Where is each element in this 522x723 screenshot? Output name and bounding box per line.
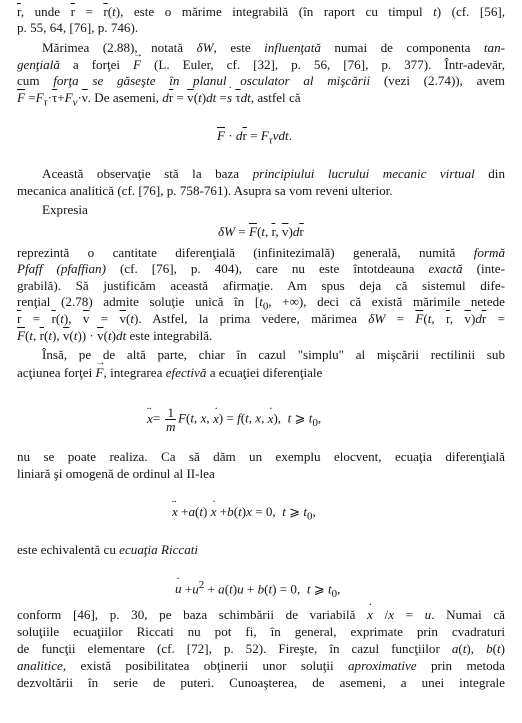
text-line-23: de funcţii elementare (cf. [72], p. 52). Fireşte, în cazul funcţiilor a(t), b(t) (17, 641, 505, 656)
equation-linear-second-order: ¨ x +a(t) ˙ x +b(t)x = 0, t ⩾ $t_0$, (172, 504, 316, 525)
text-line-4: genţială a forţei → F (L. Euler, cf. [32], p. 56, [76], p. 377). Într-adevăr, (17, 57, 505, 73)
text-line-3: Mărimea (2.88), notată δW, este influenţată numai de componenta tan- (42, 40, 505, 55)
text-line-7: Această observaţie stă la baza principiului lucrului mecanic virtual din (42, 166, 505, 181)
text-line-6: $\overline{F} =F_\tau\cdot\overline{\tau}+F_\nu\cdot\overline{\nu}$. De asemeni, $d\overline{r} = \overline{v}(t)dt$ =˙ s $\overline{\tau}dt$, astfel că (17, 90, 301, 111)
text-line-14: $\overline{r} = \overline{r}(t)$, $\overline{v} = \overline{v}(t)$. Astfel, la prima vedere, mărimea $\delta W = \overline{F}(t$, $\overline{r}$, $\overline{v})d\overline{r}$ = (17, 311, 505, 326)
equation-work-product: $\overline{F} \cdot d\overline{r} = F_\tau vdt$. (217, 128, 292, 147)
text-line-5: cum forţa se găseşte în planul osculator al mişcării (vezi (2.74)), avem (17, 73, 505, 88)
text-line-10: reprezintă o cantitate diferenţială (infinitezimală) generală, numită formă (17, 245, 505, 260)
equation-riccati: ˙ $u +u^2 + a(t)u + b(t) = 0$, t ⩾ $t_0$, (175, 577, 340, 602)
text-line-12: grabilă). Să justificăm această afirmaţie. Am spus deja că sistemul dife- (17, 278, 505, 293)
text-line-9: Expresia (42, 202, 88, 217)
fraction-one-over-m: $\frac{1}{m}$ (166, 405, 176, 434)
text-line-24: analitice, există posibilitatea obţinerii unor soluţii aproximative prin metoda (17, 658, 505, 673)
text-line-1: $\overline{r}$, unde $\overline{r} = \overline{r}(t)$, este o mărime integrabilă (în raport cu timpul t) (cf. [56], (17, 4, 506, 19)
text-line-22: soluţiile ecuaţiilor Riccati nu pot fi, în general, exprimate prin cvadraturi (17, 624, 505, 639)
text-line-15: $\overline{F}(t$, $\overline{r}(t)$, $\overline{v}(t)) \cdot \overline{v}(t)dt$ este integrabilă. (17, 328, 213, 343)
text-line-18: nu se poate realiza. Ca să dăm un exemplu elocvent, ecuaţia diferenţială (17, 449, 505, 464)
text-line-19: liniară şi omogenă de ordinul al II-lea (17, 466, 215, 481)
text-line-16: Însă, pe de altă parte, chiar în cazul "simplu" al mişcării rectilinii sub (42, 347, 505, 362)
text-line-11: Pfaff (pfaffian) (cf. [76], p. 404), care nu este întotdeauna exactă (inte- (17, 261, 505, 276)
equation-motion: ¨ x= $\frac{1}{m}$ F(t, x, ˙ x) = f(t, x, ˙ x), t ⩾ $t_0$, (147, 406, 321, 433)
text-line-25: dezvoltării în serie de puteri. Cunoaşterea, de asemeni, a unei integrale (17, 675, 505, 690)
text-line-2: p. 55, 64, [76], p. 746). (17, 20, 139, 35)
text-line-17: acţiunea forţei → F, integrarea efectivă a ecuaţiei diferenţiale (17, 365, 322, 381)
text-line-13: renţial (2.78) admite soluţie unică în [$t_0$, +∞), deci că există mărimile netede (17, 294, 505, 313)
equation-virtual-work: $\delta W = \overline{F}(t$, $\overline{r}$, $\overline{v})d\overline{r}$ (218, 224, 304, 239)
text-line-21: conform [46], p. 30, pe baza schimbării de variabilă ˙ x /x = u. Numai că (17, 607, 505, 623)
text-line-8: mecanica analitică (cf. [76], p. 758-761). Asupra sa vom reveni ulterior. (17, 183, 393, 198)
text-line-20: este echivalentă cu ecuaţia Riccati (17, 542, 199, 557)
